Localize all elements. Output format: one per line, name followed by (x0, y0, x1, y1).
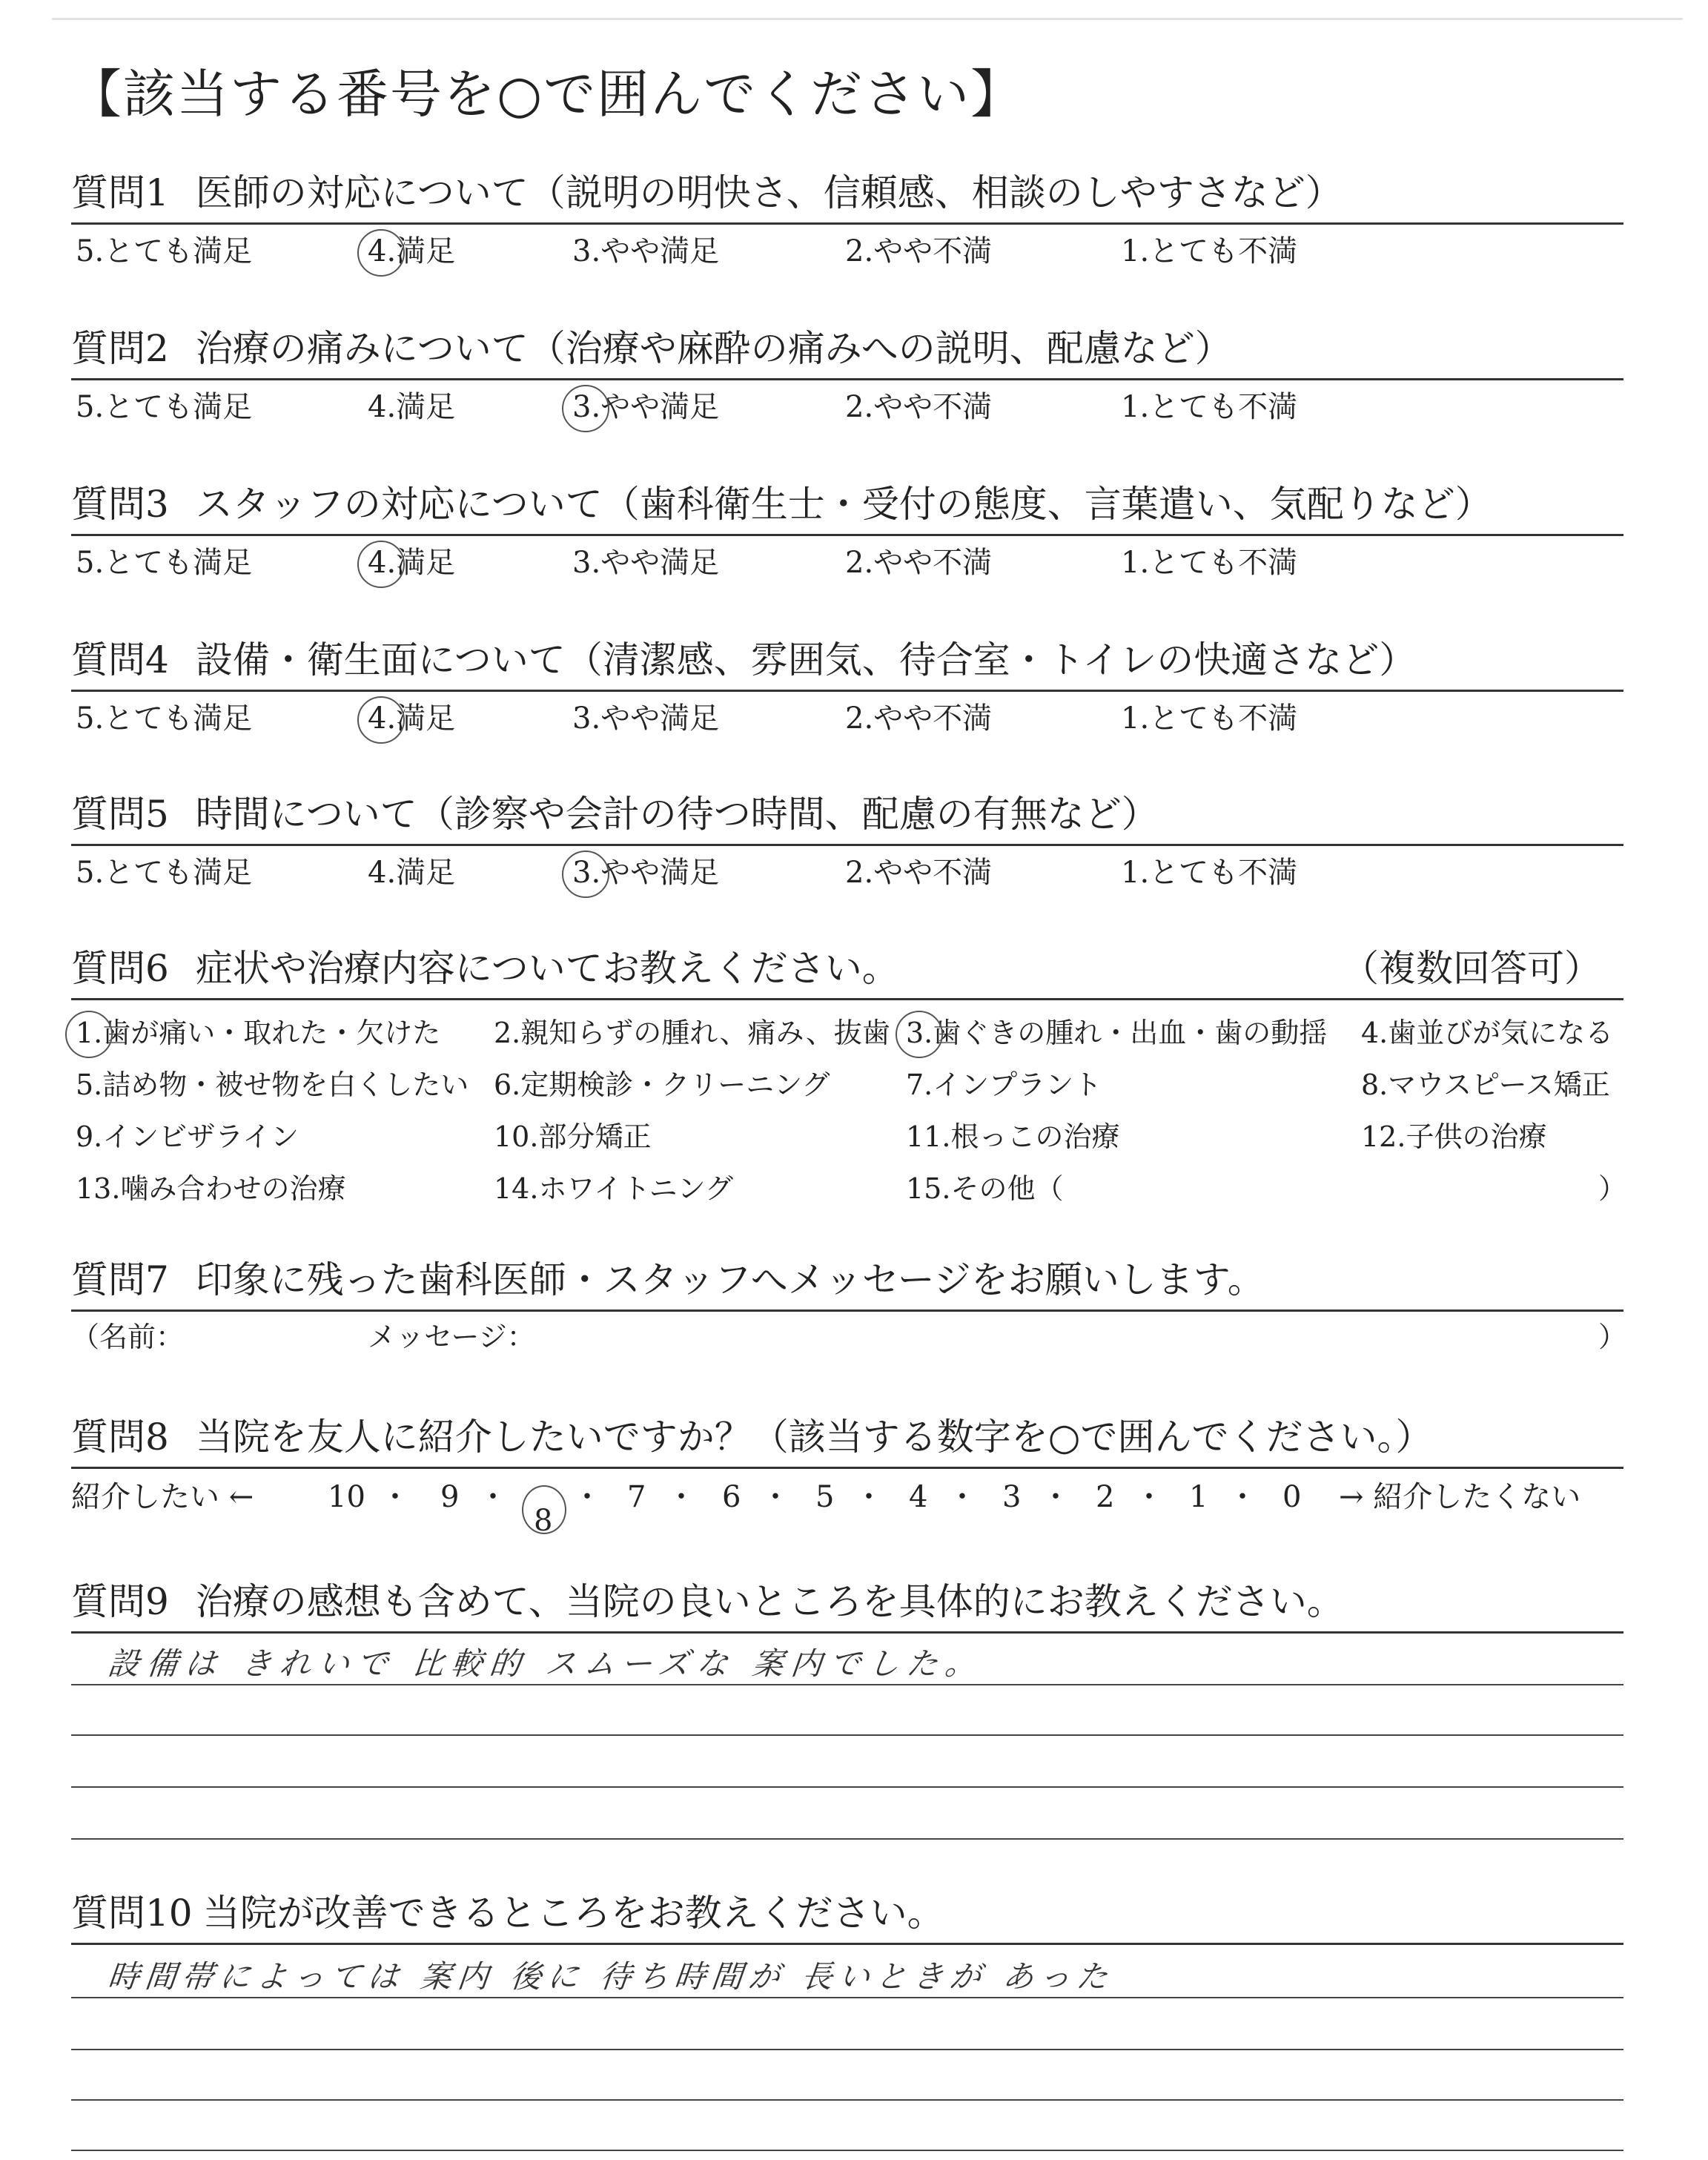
question-text: 医師の対応について（説明の明快さ、信頼感、相談のしやすさなど） (195, 171, 1343, 214)
option-4-selected[interactable]: 4. 満足 (368, 235, 455, 268)
option-5[interactable]: 5.とても満足 (76, 701, 253, 736)
question-number: 質問6 (71, 947, 169, 990)
question-text: 症状や治療内容についてお教えください。 (195, 947, 899, 990)
symptom-14[interactable]: 14.ホワイトニング (494, 1172, 734, 1205)
option-1[interactable]: 1.とても不満 (1121, 546, 1298, 580)
option-1[interactable]: 1.とても不満 (1121, 390, 1298, 424)
symptom-9[interactable]: 9.インビザライン (76, 1120, 299, 1153)
selection-circle (896, 1011, 943, 1058)
page-title: 【該当する番号を○で囲んでください】 (70, 64, 1025, 125)
symptom-6[interactable]: 6.定期検診・クリーニング (494, 1069, 830, 1101)
option-3-selected[interactable]: 3. やや満足 (572, 856, 719, 889)
symptom-8[interactable]: 8.マウスピース矯正 (1361, 1069, 1610, 1101)
writing-line (71, 1838, 1623, 1840)
scale-5[interactable]: 5 (815, 1480, 835, 1514)
option-2[interactable]: 2.やや不満 (845, 856, 993, 890)
rating-options (71, 536, 1623, 588)
question-4 (71, 630, 1623, 744)
handwritten-answer: 設備は きれいで 比較的 スムーズな 案内でした。 (106, 1645, 986, 1682)
selection-circle (65, 1011, 113, 1058)
question-text: 当院を友人に紹介したいですか？（該当する数字を○で囲んでください。） (195, 1416, 1433, 1459)
option-4[interactable]: 4.満足 (368, 390, 456, 424)
option-5[interactable]: 5.とても満足 (76, 390, 253, 424)
question-number: 質問2 (71, 327, 169, 370)
question-number: 質問7 (71, 1258, 169, 1301)
scale-sep: ・ (380, 1480, 410, 1514)
scale-7[interactable]: 7 (627, 1480, 646, 1514)
option-4[interactable]: 4.満足 (368, 856, 456, 890)
option-5[interactable]: 5.とても満足 (76, 546, 253, 580)
option-5[interactable]: 5.とても満足 (76, 856, 253, 890)
option-5[interactable]: 5.とても満足 (76, 234, 253, 268)
selection-circle (562, 385, 609, 432)
option-1[interactable]: 1.とても不満 (1121, 234, 1298, 268)
scale-right-label: → 紹介したくない (1339, 1480, 1581, 1514)
writing-line (71, 1734, 1623, 1736)
question-number: 質問4 (71, 638, 169, 681)
question-7 (71, 1250, 1627, 1359)
scale-sep: ・ (572, 1480, 602, 1514)
scale-sep: ・ (478, 1480, 508, 1514)
writing-line (71, 2150, 1623, 2151)
other-close-paren: ） (1598, 1172, 1627, 1205)
symptom-7[interactable]: 7.インプラント (906, 1069, 1102, 1101)
question-9 (71, 1572, 1623, 1915)
option-2[interactable]: 2.やや不満 (845, 701, 993, 736)
multiple-answers-note: （複数回答可） (1342, 947, 1601, 990)
symptom-options (71, 1000, 1627, 1223)
question-text: 治療の感想も含めて、当院の良いところを具体的にお教えください。 (195, 1580, 1344, 1623)
scale-4[interactable]: 4 (909, 1480, 928, 1514)
selection-circle (357, 541, 405, 588)
symptom-15-other[interactable]: 15.その他（ (906, 1172, 1064, 1205)
question-number: 質問1 (71, 171, 169, 214)
scale-2[interactable]: 2 (1096, 1480, 1115, 1514)
question-text: 治療の痛みについて（治療や麻酔の痛みへの説明、配慮など） (195, 327, 1232, 370)
symptom-12[interactable]: 12.子供の治療 (1361, 1120, 1547, 1153)
scale-1[interactable]: 1 (1189, 1480, 1208, 1514)
question-number: 質問10 (71, 1892, 193, 1935)
rating-options (71, 225, 1623, 277)
rating-options (71, 846, 1623, 898)
symptom-11[interactable]: 11.根っこの治療 (906, 1120, 1120, 1153)
option-3-selected[interactable]: 3. やや満足 (572, 391, 719, 423)
referral-scale: 紹介したい ← 10 ・ 9 ・ 8 ・ 7 ・ 6 ・ 5 ・ 4 ・ 3 ・ 2 ・ 1 ・ 0 → 紹介したくない (71, 1480, 1581, 1538)
scale-sep: ・ (1228, 1480, 1257, 1514)
writing-line (71, 2049, 1623, 2050)
question-text: スタッフの対応について（歯科衛生士・受付の態度、言葉遣い、気配りなど） (195, 483, 1492, 526)
option-2[interactable]: 2.やや不満 (845, 390, 993, 424)
question-6 (71, 939, 1627, 1223)
rating-options (71, 380, 1623, 432)
writing-line (71, 1684, 1623, 1685)
writing-line (71, 1786, 1623, 1788)
selection-circle (357, 696, 405, 744)
option-2[interactable]: 2.やや不満 (845, 546, 993, 580)
symptom-10[interactable]: 10.部分矯正 (494, 1120, 652, 1153)
question-5 (71, 785, 1623, 898)
message-row (71, 1312, 1627, 1359)
symptom-4[interactable]: 4.歯並びが気になる (1361, 1017, 1614, 1049)
question-number: 質問9 (71, 1580, 169, 1623)
option-3[interactable]: 3.やや満足 (572, 701, 720, 736)
option-3[interactable]: 3.やや満足 (572, 234, 720, 268)
symptom-2[interactable]: 2.親知らずの腫れ、痛み、抜歯 (494, 1017, 890, 1049)
scale-sep: ・ (854, 1480, 884, 1514)
question-number: 質問3 (71, 483, 169, 526)
scale-sep: ・ (666, 1480, 696, 1514)
question-text: 当院が改善できるところをお教えください。 (202, 1892, 944, 1935)
scale-6[interactable]: 6 (722, 1480, 741, 1514)
question-number: 質問8 (71, 1416, 169, 1459)
option-4-selected[interactable]: 4. 満足 (368, 702, 455, 735)
scale-sep: ・ (1134, 1480, 1164, 1514)
top-border (52, 18, 1683, 20)
scale-10[interactable]: 10 (328, 1480, 365, 1514)
rating-options (71, 692, 1623, 744)
option-1[interactable]: 1.とても不満 (1121, 856, 1298, 890)
message-label[interactable]: メッセージ： (368, 1321, 535, 1353)
symptom-1-selected[interactable]: 1. 歯が痛い・取れた・欠けた (76, 1017, 440, 1049)
option-4-selected[interactable]: 4. 満足 (368, 546, 455, 579)
question-number: 質問5 (71, 793, 169, 836)
answer-area[interactable] (71, 1634, 1623, 1915)
writing-line (71, 2099, 1623, 2101)
symptom-5[interactable]: 5.詰め物・被せ物を白くしたい (76, 1069, 469, 1101)
writing-line (71, 1997, 1623, 1998)
question-10 (71, 1883, 1623, 2160)
answer-area[interactable] (71, 1945, 1623, 2160)
selection-circle (357, 229, 405, 277)
question-3 (71, 475, 1623, 588)
question-text: 設備・衛生面について（清潔感、雰囲気、待合室・トイレの快適さなど） (195, 638, 1417, 681)
scale-left-label: 紹介したい ← (71, 1480, 254, 1514)
question-text: 印象に残った歯科医師・スタッフへメッセージをお願いします。 (195, 1258, 1265, 1301)
selection-circle (522, 1485, 566, 1534)
symptom-13[interactable]: 13.噛み合わせの治療 (76, 1172, 346, 1205)
option-2[interactable]: 2.やや不満 (845, 234, 993, 268)
selection-circle (562, 851, 609, 898)
scale-sep: ・ (1041, 1480, 1070, 1514)
option-1[interactable]: 1.とても不満 (1121, 701, 1298, 736)
scale-sep: ・ (761, 1480, 790, 1514)
question-2 (71, 319, 1623, 432)
scale-9[interactable]: 9 (440, 1480, 460, 1514)
message-close-paren: ） (1598, 1321, 1627, 1353)
question-1 (71, 163, 1623, 277)
question-text: 時間について（診察や会計の待つ時間、配慮の有無など） (195, 793, 1159, 836)
scale-0[interactable]: 0 (1282, 1480, 1302, 1514)
handwritten-answer: 時間帯によっては 案内 後に 待ち時間が 長いときが あった (106, 1958, 1116, 1995)
symptom-3-selected[interactable]: 3. 歯ぐきの腫れ・出血・歯の動揺 (906, 1017, 1327, 1049)
name-label: （名前： (71, 1321, 185, 1353)
question-8 (71, 1407, 1623, 1538)
option-3[interactable]: 3.やや満足 (572, 546, 720, 580)
scale-3[interactable]: 3 (1002, 1480, 1022, 1514)
scale-sep: ・ (947, 1480, 977, 1514)
